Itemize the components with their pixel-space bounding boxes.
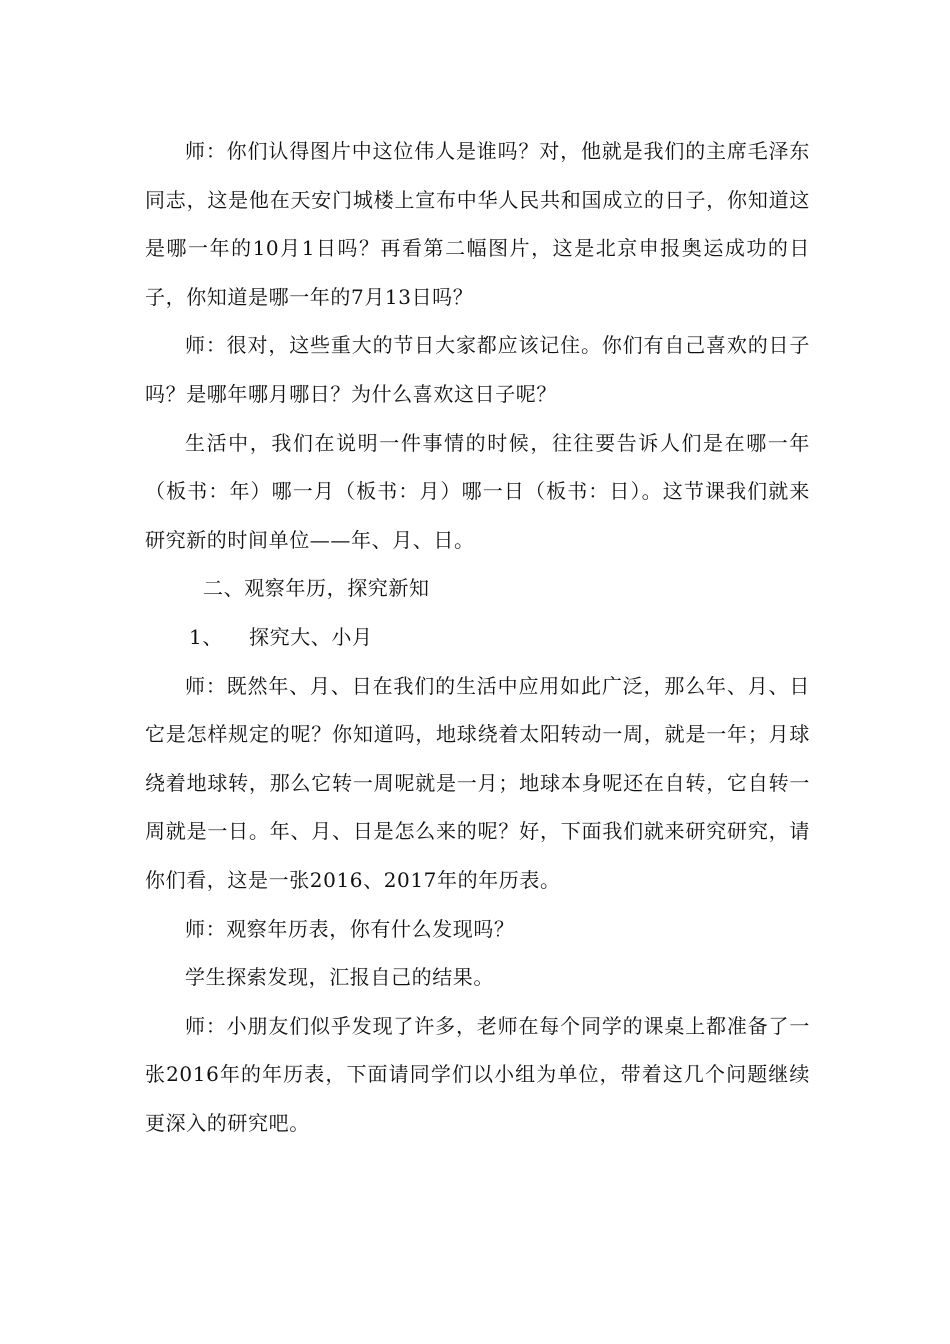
section-heading: 二、观察年历，探究新知: [203, 576, 430, 601]
list-item-number: 1、: [189, 624, 223, 649]
paragraph-time-units: 生活中，我们在说明一件事情的时候，往往要告诉人们是在哪一年（板书：年）哪一月（板书：月）哪一日（板书：日）。这节课我们就来研究新的时间单位——年、月、日。: [145, 430, 810, 552]
paragraph-student-report: 学生探索发现，汇报自己的结果。: [185, 965, 494, 990]
list-item: [145, 613, 810, 662]
paragraph-intro-leader: 师：你们认得图片中这位伟人是谁吗？对，他就是我们的主席毛泽东同志，这是他在天安门城楼上宣布中华人民共和国成立的日子，你知道这是哪一年的10月1日吗？再看第二幅图片，这是北京申报奥运成功的日子，你知道是哪一年的7月13日吗？: [145, 139, 810, 309]
list-item-text: 探究大、小月: [249, 624, 373, 649]
paragraph-year-month-day: 师：既然年、月、日在我们的生活中应用如此广泛，那么年、月、日它是怎样规定的呢？你知道吗，地球绕着太阳转动一周，就是一年；月球绕着地球转，那么它转一周呢就是一月；地球本身呢还在自转，它自转一周就是一日。年、月、日是怎么来的呢？好，下面我们就来研究研究，请你们看，这是一张2016、2017年的年历表。: [145, 673, 810, 892]
document-body: [145, 127, 810, 1147]
paragraph-group-study: 师：小朋友们似乎发现了许多，老师在每个同学的课桌上都准备了一张2016年的年历表，下面请同学们以小组为单位，带着这几个问题继续更深入的研究吧。: [145, 1013, 810, 1135]
paragraph-favorite-day: 师：很对，这些重大的节日大家都应该记住。你们有自己喜欢的日子吗？是哪年哪月哪日？为什么喜欢这日子呢？: [145, 333, 810, 406]
paragraph-observe-calendar: 师：观察年历表，你有什么发现吗？: [185, 916, 515, 941]
